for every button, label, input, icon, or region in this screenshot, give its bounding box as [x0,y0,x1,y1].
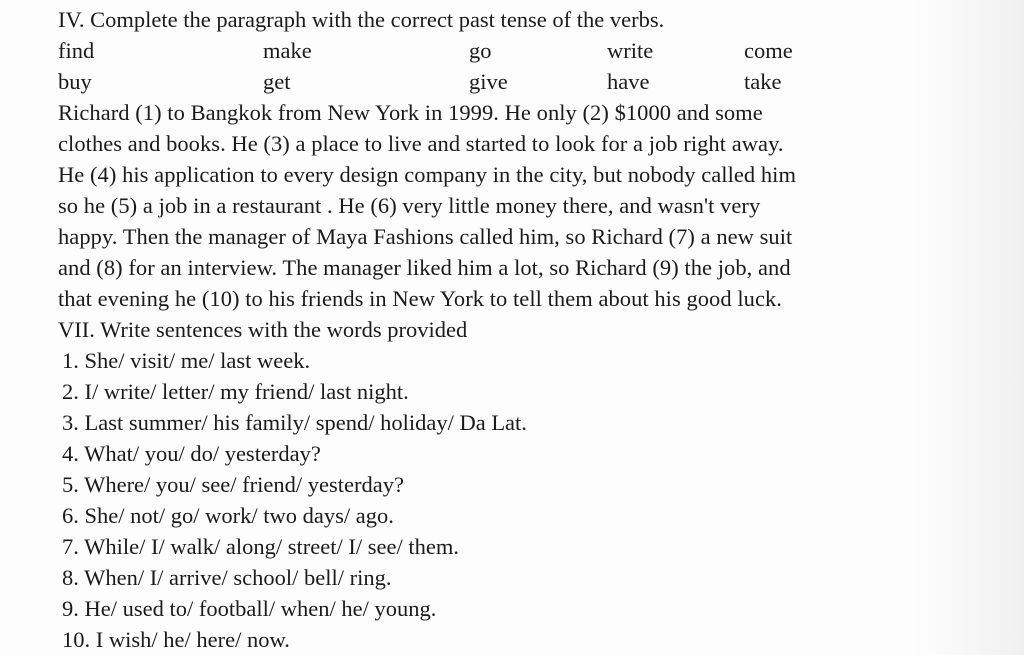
sentence-item: 2. I/ write/ letter/ my friend/ last night. [62,379,409,404]
paragraph-line: Richard (1) to Bangkok from New York in 1999. He only (2) $1000 and some [58,100,763,125]
word-bank-item: give [469,69,508,94]
paragraph-line: clothes and books. He (3) a place to live and started to look for a job right away. [58,131,784,156]
word-bank-item: make [263,38,312,63]
sentence-list [58,345,958,655]
word-bank-item: get [263,69,291,94]
paragraph-line: He (4) his application to every design company in the city, but nobody called him [58,162,797,187]
sentence-item: 9. He/ used to/ football/ when/ he/ young. [62,596,437,621]
sentence-item: 3. Last summer/ his family/ spend/ holiday/ Da Lat. [62,410,527,435]
sentence-item: 8. When/ I/ arrive/ school/ bell/ ring. [62,565,392,590]
word-bank-item: come [744,38,793,63]
word-bank-item: take [744,69,782,94]
sentence-item: 5. Where/ you/ see/ friend/ yesterday? [62,472,404,497]
section-4-heading: IV. Complete the paragraph with the correct past tense of the verbs. [58,7,665,32]
paragraph-line: and (8) for an interview. The manager liked him a lot, so Richard (9) the job, and [58,255,791,280]
paragraph [58,97,958,314]
word-bank [58,35,958,97]
sentence-item: 1. She/ visit/ me/ last week. [62,348,311,373]
sentence-item: 6. She/ not/ go/ work/ two days/ ago. [62,503,394,528]
worksheet-content [58,4,958,655]
word-bank-item: write [607,38,654,63]
word-bank-item: have [607,69,650,94]
word-bank-item: buy [58,69,92,94]
sentence-item: 7. While/ I/ walk/ along/ street/ I/ see/ them. [62,534,459,559]
paragraph-line: that evening he (10) to his friends in New York to tell them about his good luck. [58,286,782,311]
paragraph-line: so he (5) a job in a restaurant . He (6) very little money there, and wasn't very [58,193,761,218]
word-bank-item: find [58,38,95,63]
paragraph-line: happy. Then the manager of Maya Fashions called him, so Richard (7) a new suit [58,224,793,249]
sentence-item: 10. I wish/ he/ here/ now. [62,627,290,652]
section-7-heading: VII. Write sentences with the words provided [58,317,468,342]
sentence-item: 4. What/ you/ do/ yesterday? [62,441,321,466]
word-bank-item: go [469,38,492,63]
